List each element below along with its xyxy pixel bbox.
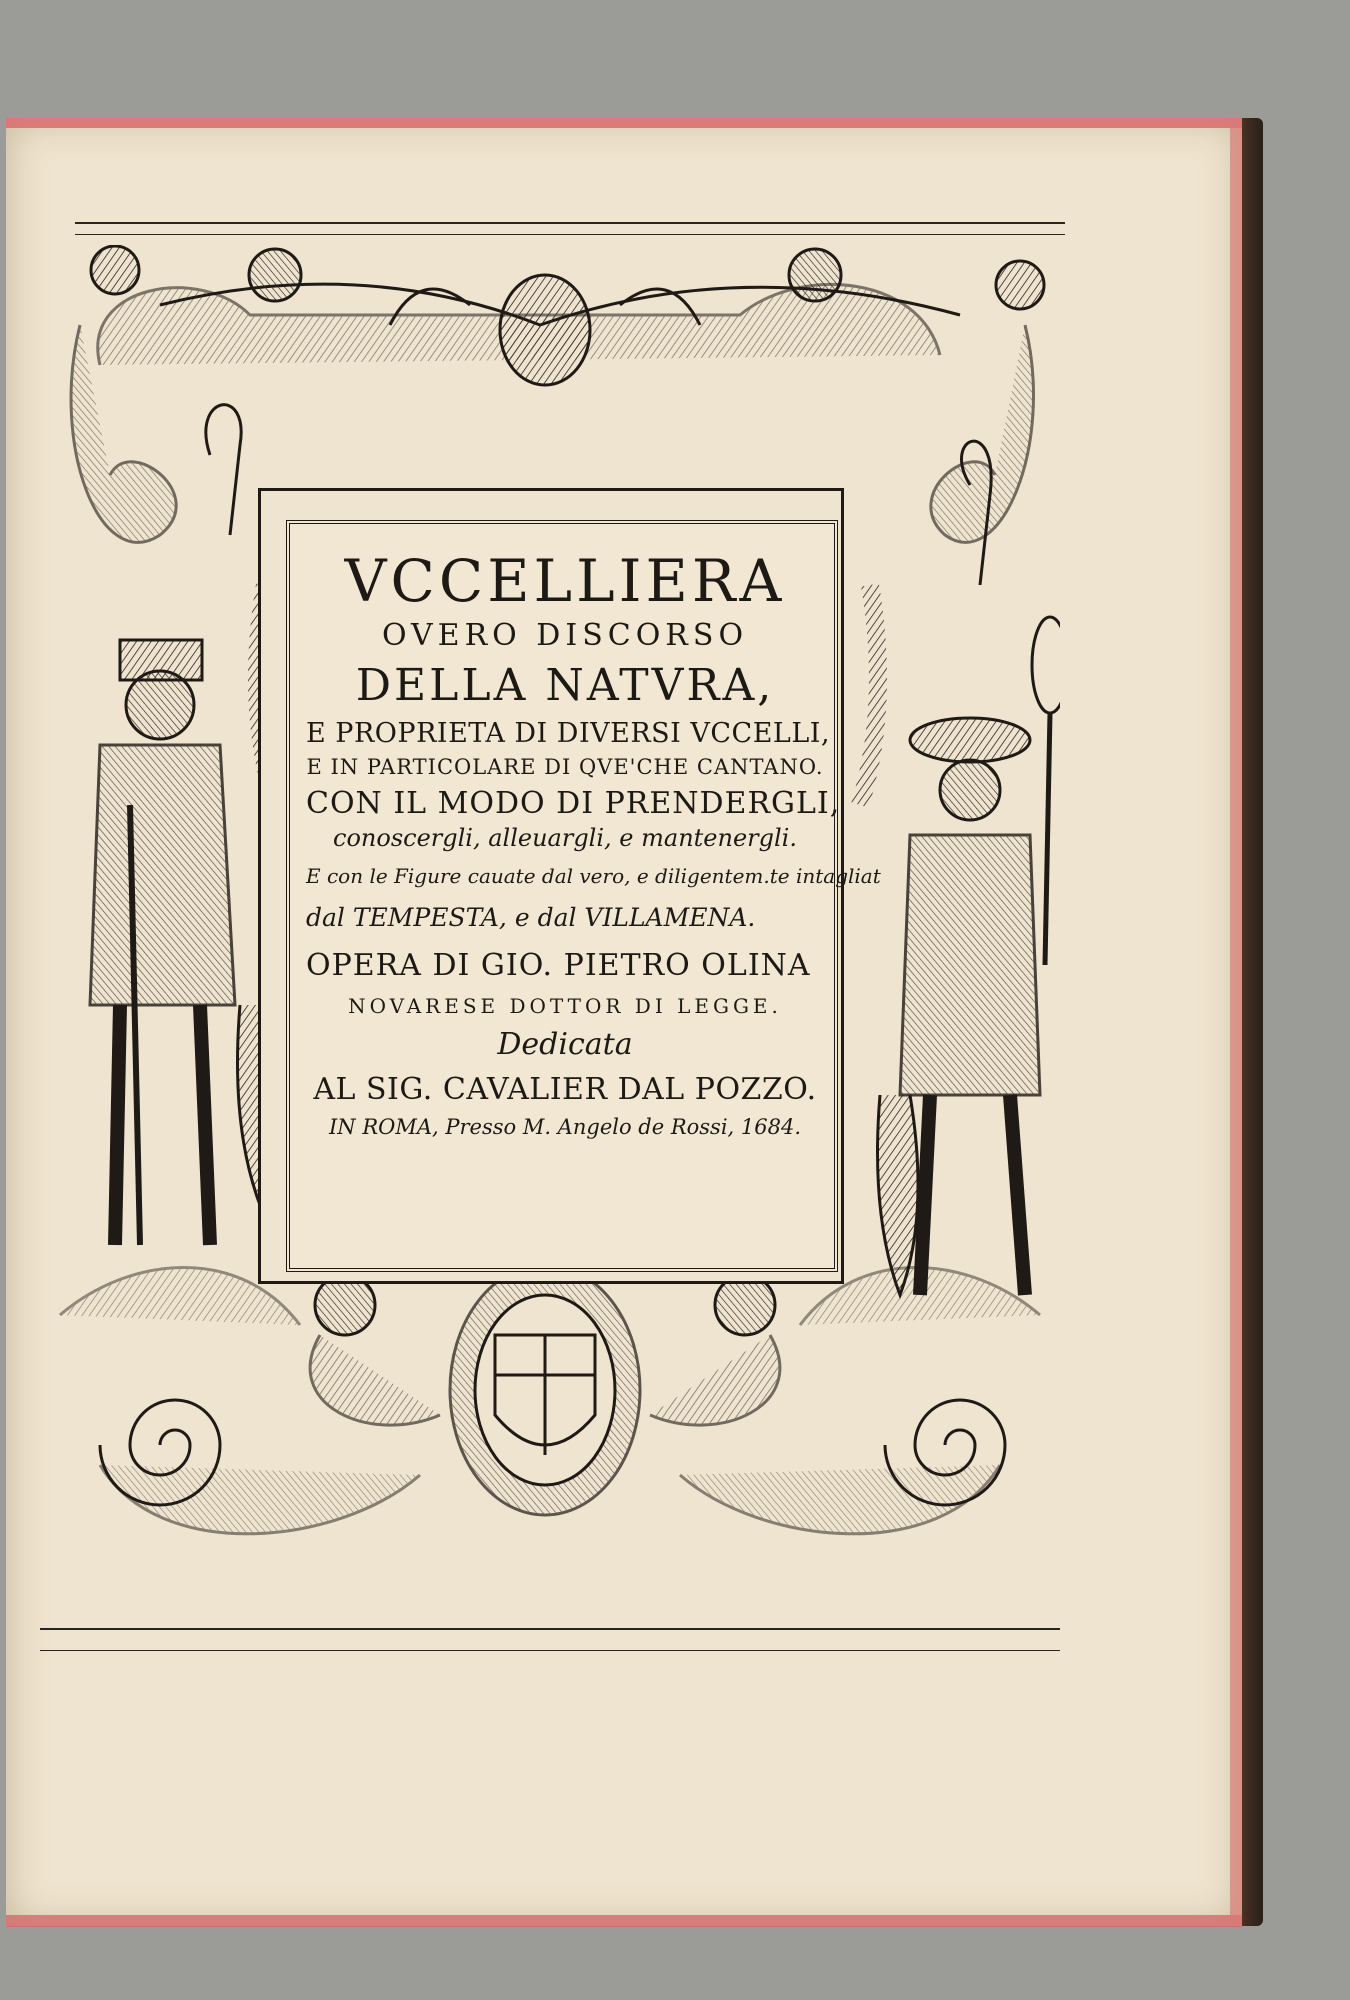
- top-rule: [75, 222, 1065, 224]
- top-rule-thin: [75, 234, 1065, 235]
- red-edge-bottom: [6, 1915, 1242, 1927]
- title-panel: [286, 520, 881, 1272]
- title-line-6: CON IL MODO DI PRENDERGLI,: [306, 785, 841, 821]
- dedicatee-line: AL SIG. CAVALIER DAL POZZO.: [313, 1071, 817, 1107]
- title-line-4: E PROPRIETA DI DIVERSI VCCELLI,: [306, 717, 831, 749]
- title-line-2: OVERO DISCORSO: [381, 617, 749, 653]
- title-line-7: conoscergli, alleuargli, e mantenergli.: [333, 824, 797, 853]
- author-title-line: NOVARESE DOTTOR DI LEGGE.: [348, 994, 782, 1019]
- title-line-5: E IN PARTICOLARE DI QVE'CHE CANTANO.: [306, 754, 824, 779]
- title-line-9: dal TEMPESTA, e dal VILLAMENA.: [306, 903, 756, 933]
- red-edge-top: [6, 118, 1242, 128]
- dedication-label: Dedicata: [497, 1027, 633, 1063]
- bottom-rule: [40, 1628, 1060, 1630]
- title-line-8: E con le Figure cauate dal vero, e diligentem.te intagliat: [306, 864, 881, 889]
- red-edge-right: [1230, 118, 1242, 1926]
- title-line-3: DELLA NATVRA,: [355, 660, 775, 712]
- imprint-line: IN ROMA, Presso M. Angelo de Rossi, 1684.: [328, 1115, 802, 1140]
- bottom-rule-thin: [40, 1650, 1060, 1651]
- author-line: OPERA DI GIO. PIETRO OLINA: [306, 947, 811, 983]
- title-line-1: VCCELLIERA: [344, 547, 786, 615]
